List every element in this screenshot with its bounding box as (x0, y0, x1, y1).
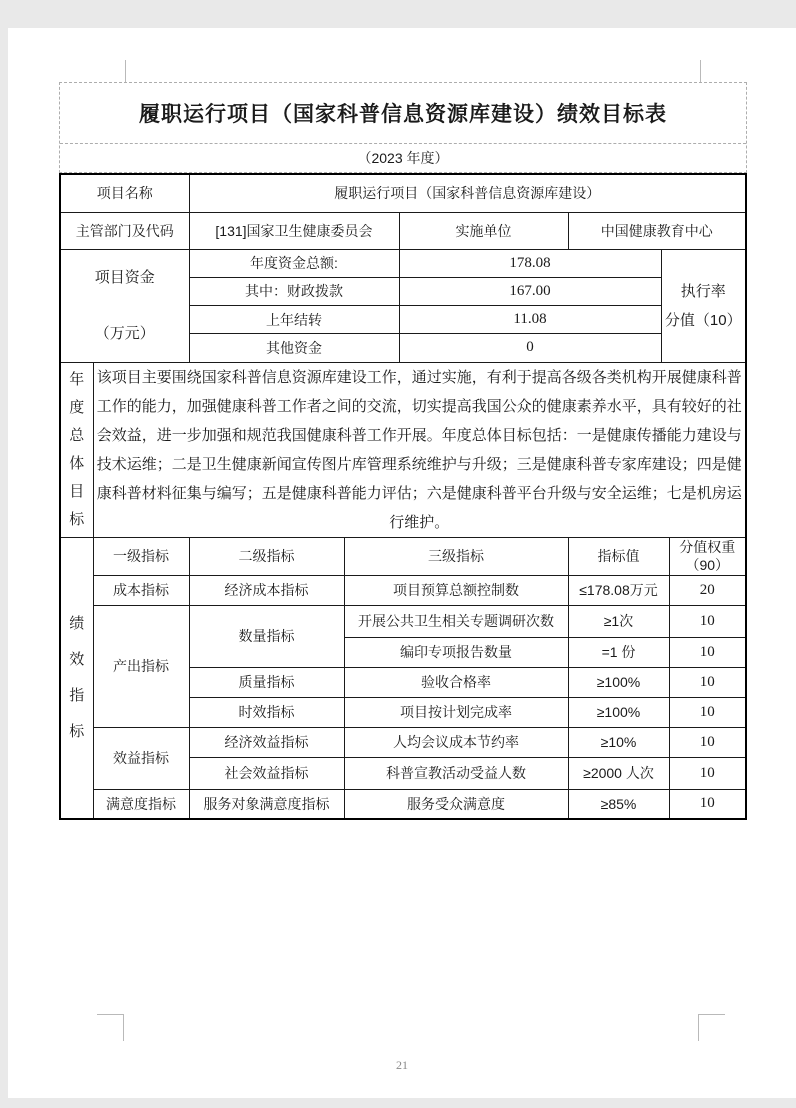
funding-label-line1: 项目资金 (94, 268, 155, 286)
perf-score: 10 (669, 727, 746, 757)
table-row (60, 727, 746, 757)
perf-target: ≥1次 (568, 605, 669, 637)
perf-target: ≥2000 人次 (568, 757, 669, 789)
perf-l1: 成本指标 (93, 575, 189, 605)
execution-rate-line2: 分值（10） (664, 311, 742, 329)
perf-l1: 满意度指标 (93, 789, 189, 819)
perf-score: 10 (669, 637, 746, 667)
funding-item-value: 167.00 (399, 277, 661, 305)
perf-l2: 数量指标 (189, 605, 344, 667)
title-frame (59, 82, 747, 173)
perf-header-score: 分值权重 （90） (669, 537, 746, 575)
perf-target: ≥100% (568, 667, 669, 697)
document-subtitle: （2023 年度） (357, 150, 449, 166)
funding-item-name: 上年结转 (189, 306, 399, 334)
table-row (60, 537, 746, 575)
impl-unit-value: 中国健康教育中心 (568, 212, 746, 249)
table-row (60, 362, 746, 537)
impl-unit-label: 实施单位 (399, 212, 568, 249)
perf-score: 10 (669, 605, 746, 637)
perf-score: 20 (669, 575, 746, 605)
bottom-left-margin-mark (97, 1014, 124, 1041)
document-title: 履职运行项目（国家科普信息资源库建设）绩效目标表 (60, 83, 746, 144)
perf-l3: 项目预算总额控制数 (344, 575, 568, 605)
table-row (60, 575, 746, 605)
perf-l3: 项目按计划完成率 (344, 697, 568, 727)
perf-l3: 人均会议成本节约率 (344, 727, 568, 757)
perf-l3: 服务受众满意度 (344, 789, 568, 819)
perf-l2: 经济效益指标 (189, 727, 344, 757)
perf-l3: 验收合格率 (344, 667, 568, 697)
funding-item-value: 11.08 (399, 306, 661, 334)
table-row (60, 212, 746, 249)
perf-l2: 社会效益指标 (189, 757, 344, 789)
perf-l1: 产出指标 (93, 605, 189, 727)
document-page (8, 28, 796, 1098)
perf-header-target: 指标值 (568, 537, 669, 575)
top-left-margin-mark (125, 60, 126, 82)
perf-score: 10 (669, 667, 746, 697)
perf-header-level3: 三级指标 (344, 537, 568, 575)
perf-l2: 服务对象满意度指标 (189, 789, 344, 819)
perf-l2: 时效指标 (189, 697, 344, 727)
execution-rate-line1: 执行率 (680, 282, 726, 300)
perf-l3: 编印专项报告数量 (344, 637, 568, 667)
page-number: 21 (396, 1058, 408, 1072)
dept-value: [131]国家卫生健康委员会 (189, 212, 399, 249)
funding-item-value: 178.08 (399, 249, 661, 277)
perf-header-level2: 二级指标 (189, 537, 344, 575)
perf-l2: 经济成本指标 (189, 575, 344, 605)
perf-l3: 开展公共卫生相关专题调研次数 (344, 605, 568, 637)
perf-l1: 效益指标 (93, 727, 189, 789)
project-name-value: 履职运行项目（国家科普信息资源库建设） (189, 174, 746, 212)
perf-score: 10 (669, 697, 746, 727)
project-name-label: 项目名称 (60, 174, 189, 212)
table-row (60, 174, 746, 212)
funding-item-name: 其他资金 (189, 334, 399, 362)
perf-score: 10 (669, 789, 746, 819)
perf-score: 10 (669, 757, 746, 789)
perf-section-label: 绩 效 指 标 (60, 537, 93, 819)
funding-item-name: 其中：财政拨款 (189, 277, 399, 305)
execution-rate-label (661, 249, 746, 362)
perf-target: ≥10% (568, 727, 669, 757)
performance-target-table (59, 173, 747, 820)
bottom-right-margin-mark (698, 1014, 725, 1041)
perf-header-level1: 一级指标 (93, 537, 189, 575)
funding-item-name: 年度资金总额: (189, 249, 399, 277)
perf-l3: 科普宣教活动受益人数 (344, 757, 568, 789)
perf-target: ≤178.08万元 (568, 575, 669, 605)
funding-item-value: 0 (399, 334, 661, 362)
perf-target: ≥100% (568, 697, 669, 727)
funding-label-line2: （万元） (94, 324, 155, 342)
perf-l2: 质量指标 (189, 667, 344, 697)
table-row (60, 605, 746, 637)
top-right-margin-mark (700, 60, 701, 82)
funding-label (60, 249, 189, 362)
table-row (60, 249, 746, 277)
dept-label: 主管部门及代码 (60, 212, 189, 249)
annual-goal-label: 年 度 总 体 目 标 (60, 362, 93, 537)
table-row (60, 789, 746, 819)
annual-goal-text: 该项目主要围绕国家科普信息资源库建设工作，通过实施，有利于提高各级各类机构开展健康科普工作的能力，加强健康科普工作者之间的交流，切实提高我国公众的健康素养水平，具有较好的社会效益，进一步加强和规范我国健康科普工作开展。年度总体目标包括：一是健康传播能力建设与技术运维；二是卫生健康新闻宣传图片库管理系统维护与升级；三是健康科普专家库建设；四是健康科普材料征集与编写；五是健康科普能力评估；六是健康科普平台升级与安全运维；七是机房运行维护。 (93, 362, 746, 537)
perf-target: ≥85% (568, 789, 669, 819)
perf-target: =1 份 (568, 637, 669, 667)
